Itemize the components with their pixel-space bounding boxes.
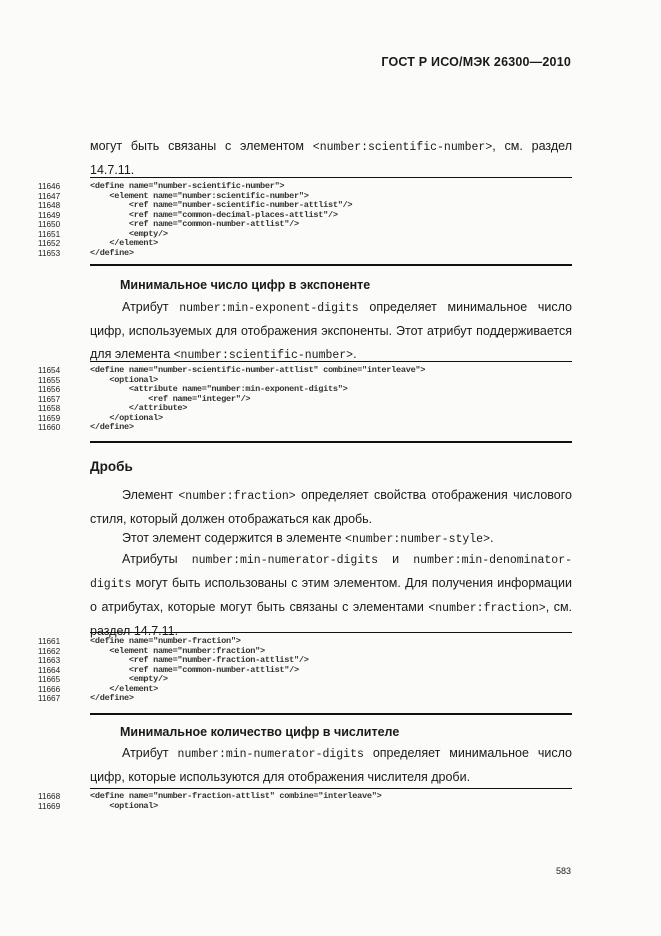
- code-line-number: 11654: [38, 366, 61, 375]
- section-1-paragraph: [90, 296, 572, 367]
- s3-text-a: Атрибут: [122, 746, 178, 760]
- code-line: [38, 694, 598, 704]
- code-line-number: 11657: [38, 394, 61, 404]
- s2p3-text-c: могут быть использованы с этим элементом. Для получения информации о атрибутах, которые могут быть связаны с элементами: [90, 576, 572, 614]
- code-block-2-top-rule: [90, 361, 572, 362]
- s3-text-b: определяет минимальное число цифр, которые используются для отображения числителя дроби.: [90, 746, 572, 784]
- code-line-text: <ref name="number-fraction-attlist"/>: [90, 655, 309, 665]
- code-line-number: 11650: [38, 220, 61, 229]
- code-block-1-top-rule: [90, 177, 572, 178]
- code-block-2: [38, 366, 598, 433]
- code-block-4-top-rule: [90, 788, 572, 789]
- s1-code-b: <number:scientific-number>: [173, 349, 354, 362]
- code-line-number: 11647: [38, 191, 61, 201]
- code-line-number: 11669: [38, 801, 61, 811]
- document-header: ГОСТ Р ИСО/МЭК 26300—2010: [381, 55, 571, 69]
- code-line-number: 11658: [38, 404, 61, 413]
- code-line: [38, 249, 598, 259]
- s2p2-text-a: Этот элемент содержится в элементе: [122, 531, 346, 545]
- s2p3-text-a: Атрибуты: [122, 552, 192, 566]
- s3-code: number:min-numerator-digits: [177, 748, 364, 761]
- s1-code-a: number:min-exponent-digits: [179, 302, 359, 315]
- s2p3-code-c: <number:fraction>: [428, 602, 546, 615]
- section-heading-min-numerator: Минимальное количество цифр в числителе: [120, 725, 400, 739]
- code-line-text: <ref name="common-decimal-places-attlist"/>: [90, 209, 338, 220]
- code-line-number: 11664: [38, 665, 61, 675]
- code-line-number: 11663: [38, 656, 61, 665]
- s2p3-text-d: , см. раздел 14.7.11.: [90, 600, 573, 638]
- code-line-text: </define>: [90, 693, 134, 703]
- code-line-text: </element>: [90, 238, 158, 248]
- code-line-text: <element name="number:fraction">: [90, 645, 265, 656]
- code-line-text: <ref name="common-number-attlist"/>: [90, 219, 299, 229]
- code-line-number: 11646: [38, 182, 61, 191]
- s2p2-text-b: .: [489, 531, 494, 545]
- section-3-paragraph: [90, 742, 572, 789]
- code-line-text: <define name="number-fraction">: [90, 636, 241, 646]
- section-2-paragraph-3: [90, 548, 572, 643]
- code-line-number: 11665: [38, 675, 61, 684]
- code-block-1-bottom-rule: [90, 264, 572, 266]
- section-heading-fraction: Дробь: [90, 459, 133, 474]
- code-line-number: 11652: [38, 239, 61, 248]
- code-line-text: <define name="number-scientific-number">: [90, 181, 285, 191]
- code-line-number: 11662: [38, 646, 61, 656]
- code-line-number: 11655: [38, 375, 61, 385]
- code-block-4: [38, 792, 598, 811]
- code-line-number: 11661: [38, 637, 61, 646]
- code-line-text: <define name="number-scientific-number-attlist" combine="interleave">: [90, 365, 426, 375]
- code-block-2-bottom-rule: [90, 441, 572, 443]
- code-line-text: <ref name="number-scientific-number-attlist"/>: [90, 200, 353, 210]
- code-line-text: <empty/>: [90, 228, 168, 239]
- code-block-3-bottom-rule: [90, 713, 572, 715]
- s2p1-code: <number:fraction>: [178, 490, 296, 503]
- code-line-number: 11653: [38, 248, 61, 258]
- intro-code: <number:scientific-number>: [312, 141, 493, 154]
- code-block-3-top-rule: [90, 632, 572, 633]
- code-line-number: 11649: [38, 210, 61, 220]
- code-line-text: <element name="number:scientific-number">: [90, 190, 309, 201]
- intro-paragraph: [90, 135, 572, 182]
- intro-text-b: , см. раздел 14.7.11.: [90, 139, 572, 177]
- s1-text-a: Атрибут: [122, 300, 180, 314]
- s2p3-text-b: и: [378, 552, 414, 566]
- code-block-3: [38, 637, 598, 704]
- section-2-paragraph-1: [90, 484, 572, 531]
- s2p2-code: <number:number-style>: [345, 533, 490, 546]
- code-line-text: <ref name="common-number-attlist"/>: [90, 664, 299, 675]
- code-line-number: 11667: [38, 694, 61, 703]
- code-line: [38, 423, 598, 433]
- code-line-number: 11651: [38, 229, 61, 239]
- code-line-text: </define>: [90, 422, 134, 432]
- code-line-number: 11666: [38, 684, 61, 694]
- code-line-text: <optional>: [90, 800, 158, 811]
- code-line-number: 11668: [38, 792, 61, 801]
- page-number: 583: [555, 866, 571, 876]
- code-line-number: 11659: [38, 413, 61, 423]
- code-line-text: </element>: [90, 683, 158, 694]
- s2p1-text-b: определяет свойства отображения числового стиля, который должен отображаться как дробь.: [90, 488, 572, 526]
- code-line-text: </attribute>: [90, 403, 188, 413]
- code-line-text: <ref name="integer"/>: [90, 393, 251, 404]
- intro-text-a: могут быть связаны с элементом: [90, 139, 313, 153]
- s1-text-c: .: [353, 347, 357, 361]
- code-line-text: <define name="number-fraction-attlist" combine="interleave">: [90, 791, 382, 801]
- s2p1-text-a: Элемент: [122, 488, 179, 502]
- code-line-text: </optional>: [90, 412, 163, 423]
- s2p3-code-a: number:min-numerator-digits: [191, 554, 379, 567]
- code-line-number: 11648: [38, 201, 61, 210]
- s2p3-code-b: number:min-denominator-digits: [90, 554, 572, 591]
- code-block-1: [38, 182, 598, 258]
- code-line-number: 11660: [38, 423, 61, 432]
- code-line-number: 11656: [38, 385, 61, 394]
- code-line-text: <optional>: [90, 374, 158, 385]
- code-line: [38, 802, 598, 812]
- code-line-text: </define>: [90, 247, 134, 258]
- code-line-text: <attribute name="number:min-exponent-digits">: [90, 384, 348, 394]
- code-line-text: <empty/>: [90, 674, 168, 684]
- section-heading-min-exponent: Минимальное число цифр в экспоненте: [120, 278, 371, 292]
- s1-text-b: определяет минимальное число цифр, используемых для отображения экспоненты. Этот атрибут поддерживается для элемента: [90, 300, 572, 361]
